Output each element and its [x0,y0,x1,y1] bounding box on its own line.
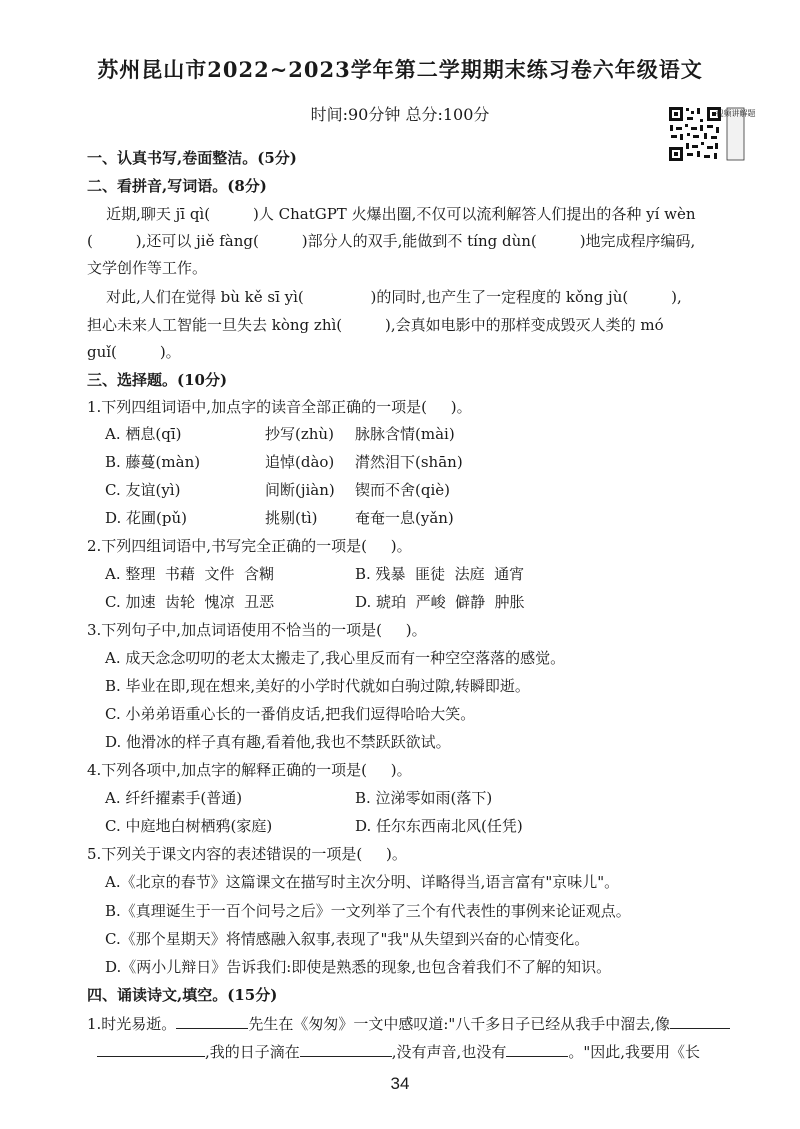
q1-option-d-word-3: 奄奄一息(yǎn) [355,509,454,527]
q3-option-b: B. 毕业在即,现在想来,美好的小学时代就如白驹过隙,转瞬即逝。 [105,677,530,695]
q1-text-part-5: 。"因此,我要用《长 [568,1043,700,1061]
q4-option-b: B. 泣涕零如雨(落下) [355,789,493,807]
q3-option-d: D. 他滑冰的样子真有趣,看着他,我也不禁跃跃欲试。 [105,733,451,751]
q1-text-part-4: ,没有声音,也没有 [391,1043,507,1061]
page-number: 34 [390,1074,410,1093]
q1-option-c-word-3: 锲而不舍(qiè) [355,481,450,499]
q1-option-b-word-1: B. 藤蔓(màn) [105,453,201,471]
q5-option-a: A.《北京的春节》这篇课文在描写时主次分明、详略得当,语言富有"京味儿"。 [105,873,620,891]
q1-option-d-word-1: D. 花圃(pǔ) [105,509,187,527]
q1-option-b-word-3: 潸然泪下(shān) [355,453,463,471]
q5-option-d: D.《两小儿辩日》告诉我们:即使是熟悉的现象,也包含着我们不了解的知识。 [105,958,612,976]
question-2-stem: 2.下列四组词语中,书写完全正确的一项是( )。 [87,537,412,555]
q1-option-a-word-1: A. 栖息(qī) [105,425,182,443]
section2-line: 担心未来人工智能一旦失去 kòng zhì( ),会真如电影中的那样变成毁灭人类的 mó [87,316,664,334]
answer-blank[interactable] [97,1041,205,1057]
question-fill-line-2 [97,1041,700,1062]
section2-line: ( ),还可以 jiě fàng( )部分人的双手,能做到不 tíng dùn( )地完成程序编码, [87,232,696,250]
q1-option-a-word-3: 脉脉含情(mài) [355,425,455,443]
q4-option-c: C. 中庭地白树栖鸦(家庭) [105,817,273,835]
question-1-stem: 1.下列四组词语中,加点字的读音全部正确的一项是( )。 [87,398,472,416]
q2-option-d: D. 琥珀 严峻 僻静 肿胀 [355,593,525,611]
qr-label: 视频讲解题 [715,109,756,118]
section2-line: 近期,聊天 jī qì( )人 ChatGPT 火爆出圈,不仅可以流利解答人们提出的各种 yí wèn [87,205,696,223]
q1-text-part-3: ,我的日子滴在 [205,1043,300,1061]
q2-option-b: B. 残暴 匪徒 法庭 通宵 [355,565,525,583]
q1-option-c-word-1: C. 友谊(yì) [105,481,181,499]
q1-option-a-word-2: 抄写(zhù) [265,425,334,443]
section4-heading: 四、诵读诗文,填空。(15分) [87,986,278,1004]
q5-option-c: C.《那个星期天》将情感融入叙事,表现了"我"从失望到兴奋的心情变化。 [105,930,590,948]
section3-heading: 三、选择题。(10分) [87,371,228,389]
question-4-stem: 4.下列各项中,加点字的解释正确的一项是( )。 [87,761,412,779]
page-title: 苏州昆山市2022~2023学年第二学期期末练习卷六年级语文 [97,57,703,82]
qr-code-icon[interactable] [667,105,756,163]
q1-quote-text: 先生在《匆匆》一文中感叹道:"八千多日子已经从我手中溜去,像 [248,1015,671,1033]
question-3-stem: 3.下列句子中,加点词语使用不恰当的一项是( )。 [87,621,427,639]
q2-option-a: A. 整理 书藉 文件 含糊 [105,565,274,583]
q4-option-a: A. 纤纤擢素手(普通) [105,789,243,807]
q2-option-c: C. 加速 齿轮 愧凉 丑恶 [105,593,275,611]
answer-blank[interactable] [176,1013,248,1029]
answer-blank[interactable] [300,1041,392,1057]
q1-option-c-word-2: 间断(jiàn) [265,481,335,499]
section2-heading: 二、看拼音,写词语。(8分) [87,177,267,195]
section2-line: 文学创作等工作。 [87,259,208,277]
q1-option-d-word-2: 挑剔(tì) [265,509,318,527]
q3-option-a: A. 成天念念叨叨的老太太搬走了,我心里反而有一种空空落落的感觉。 [105,649,566,667]
q1-intro-text: 1.时光易逝。 [87,1015,177,1033]
question-fill-line-1 [87,1013,730,1034]
q1-option-b-word-2: 追悼(dào) [265,453,335,471]
q3-option-c: C. 小弟弟语重心长的一番俏皮话,把我们逗得哈哈大笑。 [105,705,476,723]
question-5-stem: 5.下列关于课文内容的表述错误的一项是( )。 [87,845,407,863]
section1-heading: 一、认真书写,卷面整洁。(5分) [87,149,297,167]
q4-option-d: D. 任尔东西南北风(任凭) [355,817,523,835]
q5-option-b: B.《真理诞生于一百个问号之后》一文列举了三个有代表性的事例来论证观点。 [105,902,631,920]
answer-blank[interactable] [670,1013,730,1029]
answer-blank[interactable] [506,1041,568,1057]
section2-line: guǐ( )。 [87,343,181,361]
section2-line: 对此,人们在觉得 bù kě sī yì( )的同时,也产生了一定程度的 kǒng jù( ), [87,288,682,306]
exam-info: 时间:90分钟 总分:100分 [310,105,490,124]
